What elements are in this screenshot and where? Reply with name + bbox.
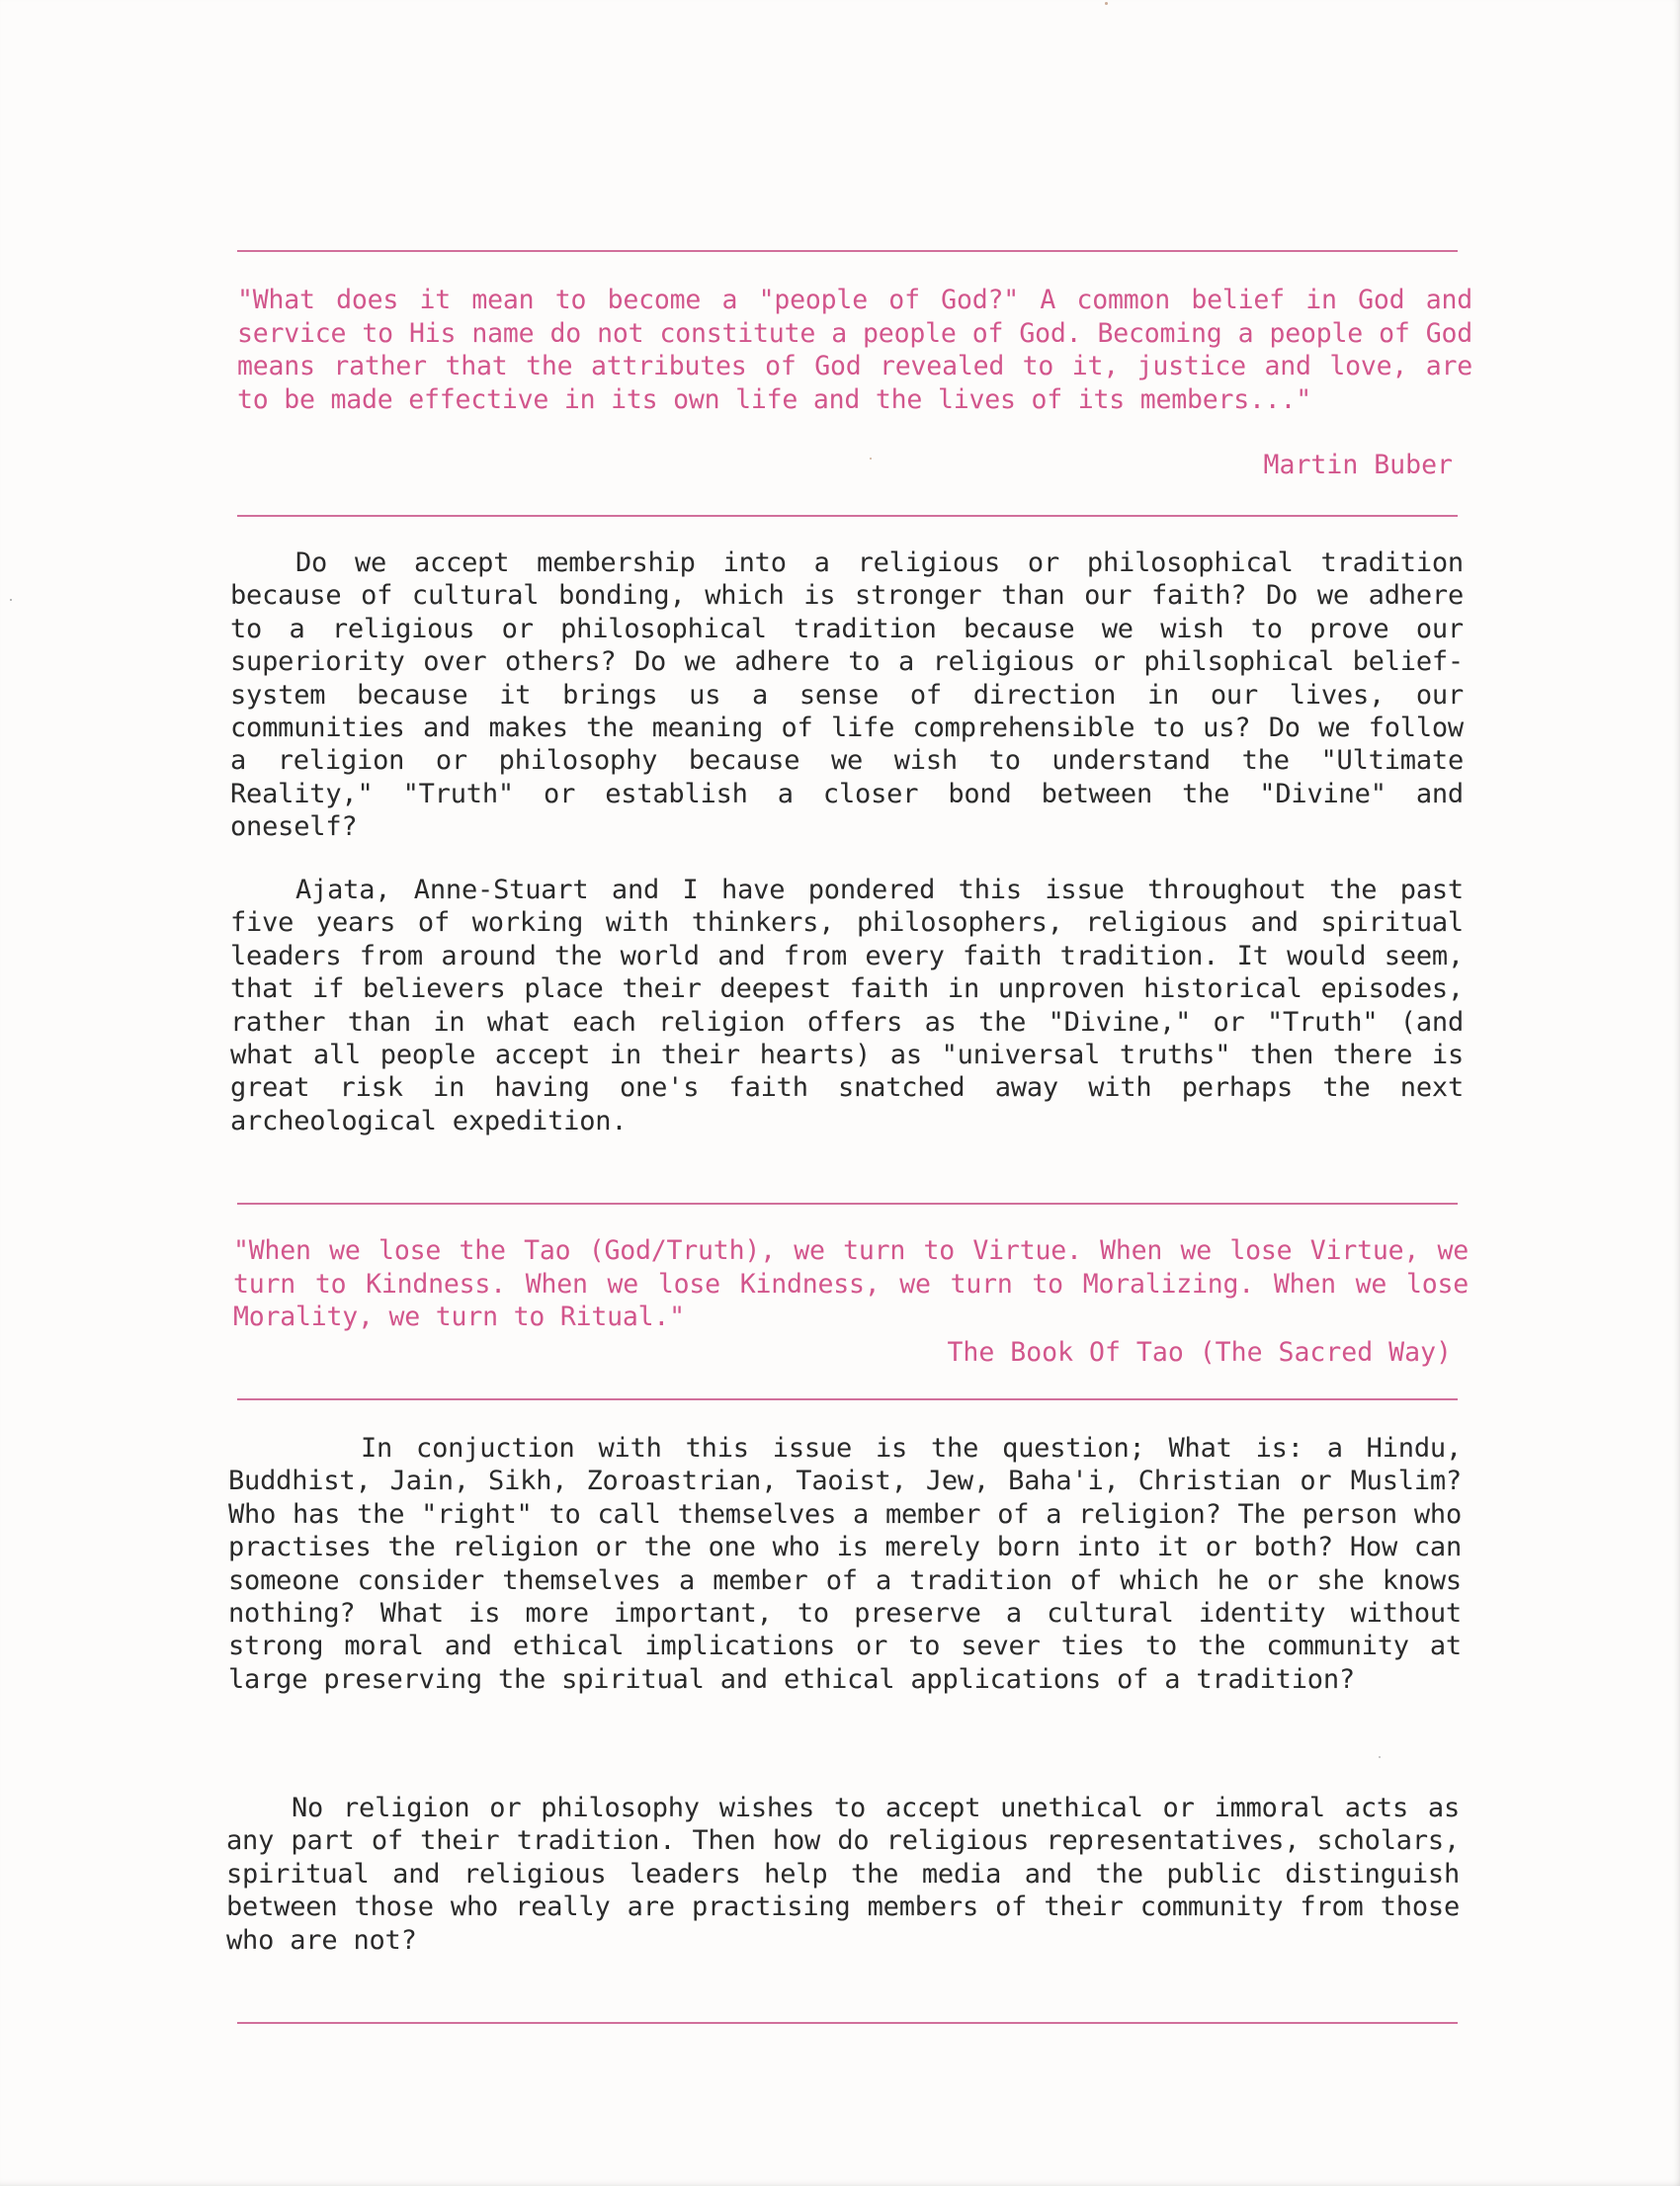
divider-rule <box>237 1203 1458 1205</box>
paragraph-pondered: Ajata, Anne-Stuart and I have pondered this issue throughout the past five years of working with thinkers, philosophers, religious and spiritual leaders from around the world and from every faith tradition. It would seem, that if believers place their deepest faith in unproven historical episodes, rather than in what each religion offers as the "Divine," or "Truth" (and what all people accept in their hearts) as "universal truths" then there is great risk in having one's faith snatched away with perhaps the next archeological expedition. <box>230 875 1464 1136</box>
quote-tao-attribution: The Book Of Tao (The Sacred Way) <box>947 1337 1452 1368</box>
paper-speck <box>870 458 872 460</box>
quote-buber-text: "What does it mean to become a "people of God?" A common belief in God and service to His name do not constitute a people of God. Becoming a people of God means rather that the attributes of God revealed to it, justice and love, are to be made effective in its own life and the lives of its members..." <box>237 285 1472 415</box>
divider-rule <box>237 515 1458 517</box>
paragraph-membership: Do we accept membership into a religious or philosophical tradition because of cultural bonding, which is stronger than our faith? Do we adhere to a religious or philosophical tradition because we wish to prove our superiority over others? Do we adhere to a religious or philsophical belief-system because it brings us a sense of direction in our lives, our communities and makes the meaning of life comprehensible to us? Do we follow a religion or philosophy because we wish to understand the "Ultimate Reality," "Truth" or establish a closer bond between the "Divine" and oneself? <box>230 547 1464 843</box>
paper-speck <box>1379 1756 1381 1758</box>
quote-tao-text: "When we lose the Tao (God/Truth), we turn to Virtue. When we lose Virtue, we turn to Kindness. When we lose Kindness, we turn to Moralizing. When we lose Morality, we turn to Ritual." <box>233 1235 1469 1332</box>
divider-rule <box>237 250 1458 252</box>
divider-rule <box>237 2022 1458 2024</box>
paragraph-ethics: No religion or philosophy wishes to accept unethical or immoral acts as any part of their tradition. Then how do religious representatives, scholars, spiritual and religious leaders help the media and the public distinguish between those who really are practising members of their community from those who are not? <box>226 1793 1460 1956</box>
paper-speck <box>1105 2 1108 5</box>
divider-rule <box>237 1398 1458 1400</box>
paragraph-question: In conjuction with this issue is the question; What is: a Hindu, Buddhist, Jain, Sikh, Zoroastrian, Taoist, Jew, Baha'i, Christian or Muslim? Who has the "right" to call themselves a member of a religion? The person who practises the religion or the one who is merely born into it or both? How can someone consider themselves a member of a tradition of which he or she knows nothing? What is more important, to preserve a cultural identity without strong moral and ethical implications or to sever ties to the community at large preserving the spiritual and ethical applications of a tradition? <box>228 1433 1462 1695</box>
paper-speck <box>10 599 12 601</box>
quote-buber-attribution: Martin Buber <box>1263 450 1453 480</box>
